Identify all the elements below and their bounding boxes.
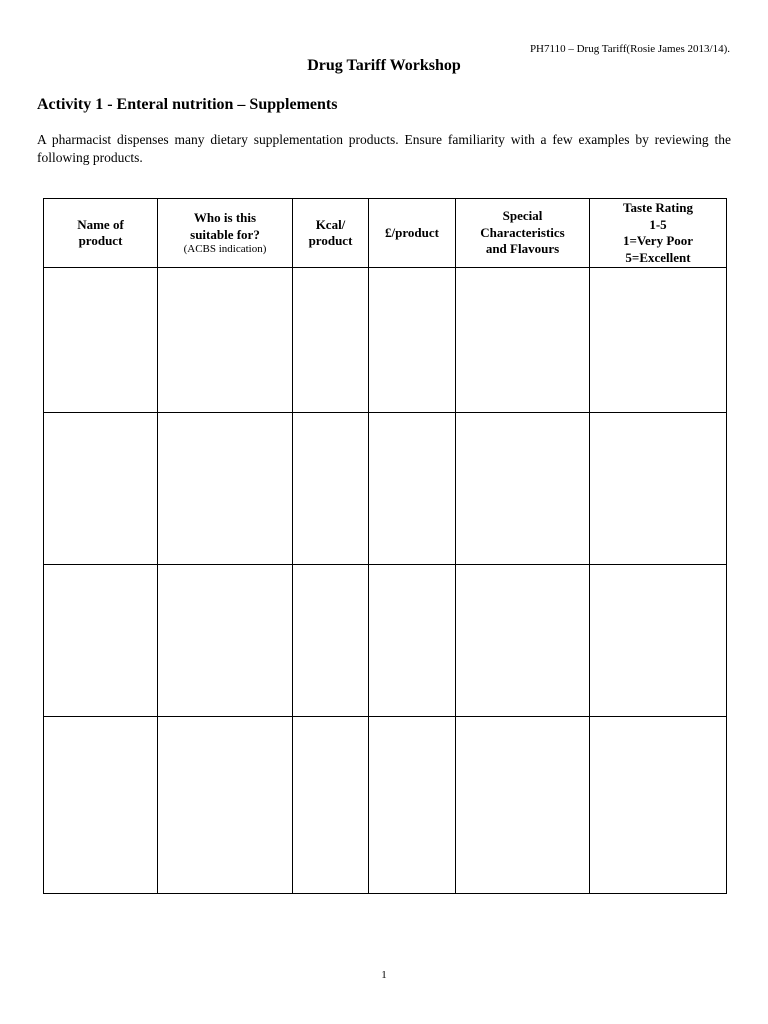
table-cell (293, 717, 369, 894)
header-line: £/product (385, 224, 439, 240)
activity-title: Activity 1 - Enteral nutrition – Supplements (37, 96, 338, 113)
table-cell (456, 565, 590, 717)
table-cell (456, 413, 590, 565)
table-header-row (44, 199, 727, 268)
table-cell (44, 717, 158, 894)
table-cell (590, 565, 727, 717)
table-cell (44, 413, 158, 565)
header-line: product (78, 233, 123, 248)
table-cell (293, 413, 369, 565)
table-cell (590, 413, 727, 565)
product-comparison-table (43, 198, 727, 894)
table-row (44, 413, 727, 565)
table-row (44, 565, 727, 717)
header-line: suitable for? (190, 226, 260, 242)
column-header-price-per-product (369, 199, 456, 268)
header-line: Special (502, 208, 543, 224)
table-cell (158, 413, 293, 565)
header-line: and Flavours (485, 241, 560, 257)
header-line: 5=Excellent (625, 249, 691, 265)
table-row (44, 268, 727, 413)
table-cell (293, 268, 369, 413)
table-cell (369, 413, 456, 565)
table-cell (369, 717, 456, 894)
table-cell (590, 268, 727, 413)
header-line: Characteristics (480, 224, 565, 240)
intro-paragraph: A pharmacist dispenses many dietary supplementation products. Ensure familiarity with a few examples by reviewing the following products. (37, 132, 731, 165)
page-number: 1 (381, 969, 387, 981)
header-line: Name of (77, 216, 124, 232)
table-cell (158, 565, 293, 717)
header-line: 1=Very Poor (622, 233, 694, 248)
column-header-kcal-per-product (293, 199, 369, 268)
column-header-name-of-product (44, 199, 158, 268)
table-cell (456, 717, 590, 894)
table-cell (456, 268, 590, 413)
table-cell (158, 268, 293, 413)
table-cell (44, 268, 158, 413)
header-line: Who is this (193, 210, 257, 225)
table-cell (590, 717, 727, 894)
header-line: product (308, 233, 353, 248)
table-cell (44, 565, 158, 717)
table-row (44, 717, 727, 894)
document-title: Drug Tariff Workshop (307, 57, 461, 74)
table-cell (369, 268, 456, 413)
header-line: Kcal/ (315, 216, 346, 232)
column-header-special-characteristics (456, 199, 590, 268)
header-line: Taste Rating (623, 200, 693, 215)
table-cell (293, 565, 369, 717)
header-line: 1-5 (649, 216, 667, 232)
table-cell (158, 717, 293, 894)
table-cell (369, 565, 456, 717)
column-header-taste-rating (590, 199, 727, 268)
header-subnote: (ACBS indication) (183, 243, 267, 255)
column-header-suitable-for (158, 199, 293, 268)
document-reference: PH7110 – Drug Tariff(Rosie James 2013/14). (529, 43, 730, 55)
